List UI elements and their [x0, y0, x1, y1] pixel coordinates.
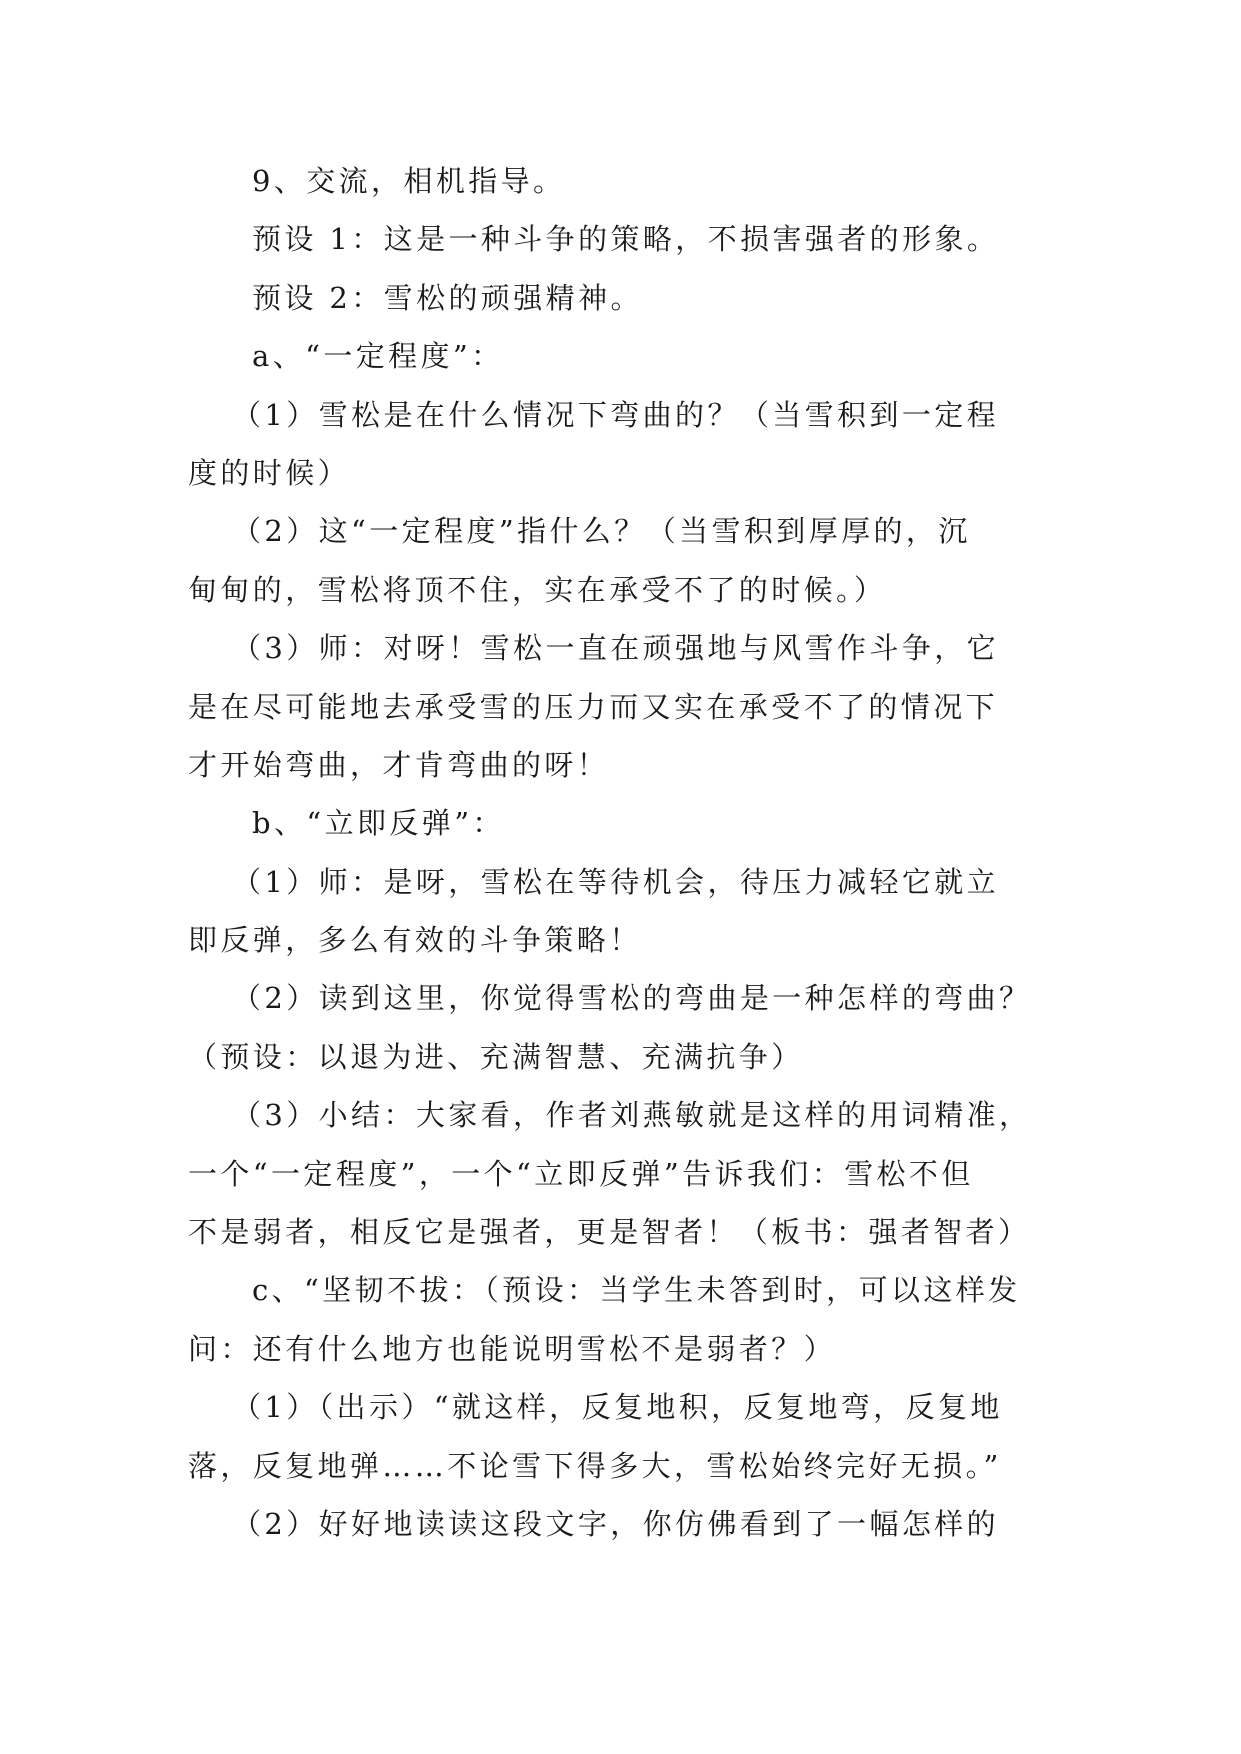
- document-body: [188, 152, 1054, 1553]
- paragraph-line: 预设 2：雪松的顽强精神。: [252, 280, 643, 315]
- paragraph-line: 是在尽可能地去承受雪的压力而又实在承受不了的情况下: [188, 689, 999, 724]
- paragraph-line: 度的时候）: [188, 455, 351, 490]
- paragraph-line: c、“坚韧不拔：（预设：当学生未答到时，可以这样发: [252, 1273, 1021, 1308]
- paragraph-line: （预设：以退为进、充满智慧、充满抗争）: [188, 1039, 804, 1074]
- paragraph-line: 落，反复地弹……不论雪下得多大，雪松始终完好无损。”: [188, 1448, 1002, 1483]
- paragraph-line: （2）好好地读读这段文字，你仿佛看到了一幅怎样的: [232, 1506, 1000, 1541]
- paragraph-line: b、“立即反弹”：: [252, 806, 505, 841]
- paragraph-line: 问：还有什么地方也能说明雪松不是弱者？）: [188, 1331, 837, 1366]
- paragraph-line: 才开始弯曲，才肯弯曲的呀！: [188, 747, 610, 782]
- paragraph-line: （2）读到这里，你觉得雪松的弯曲是一种怎样的弯曲？: [232, 981, 1032, 1016]
- paragraph-line: （1）师：是呀，雪松在等待机会，待压力减轻它就立: [232, 864, 1000, 899]
- paragraph-line: 即反弹，多么有效的斗争策略！: [188, 923, 642, 958]
- paragraph-line: （2）这“一定程度”指什么？（当雪积到厚厚的，沉: [232, 514, 971, 549]
- paragraph-line: 甸甸的，雪松将顶不住，实在承受不了的时候。）: [188, 572, 887, 607]
- paragraph-line: 9、交流，相机指导。: [252, 164, 566, 198]
- paragraph-line: 一个“一定程度”，一个“立即反弹”告诉我们：雪松不但: [188, 1156, 974, 1191]
- paragraph-line: （3）师：对呀！雪松一直在顽强地与风雪作斗争，它: [232, 631, 1000, 666]
- paragraph-line: a、“一定程度”：: [252, 339, 504, 374]
- paragraph-line: 预设 1：这是一种斗争的策略，不损害强者的形象。: [252, 222, 1000, 257]
- paragraph-line: （1）雪松是在什么情况下弯曲的？（当雪积到一定程: [232, 397, 1000, 432]
- paragraph-line: 不是弱者，相反它是强者，更是智者！（板书：强者智者）: [188, 1215, 1031, 1250]
- paragraph-line: （3）小结：大家看，作者刘燕敏就是这样的用词精准，: [232, 1098, 1032, 1133]
- paragraph-line: （1）（出示）“就这样，反复地积，反复地弯，反复地: [232, 1390, 1003, 1425]
